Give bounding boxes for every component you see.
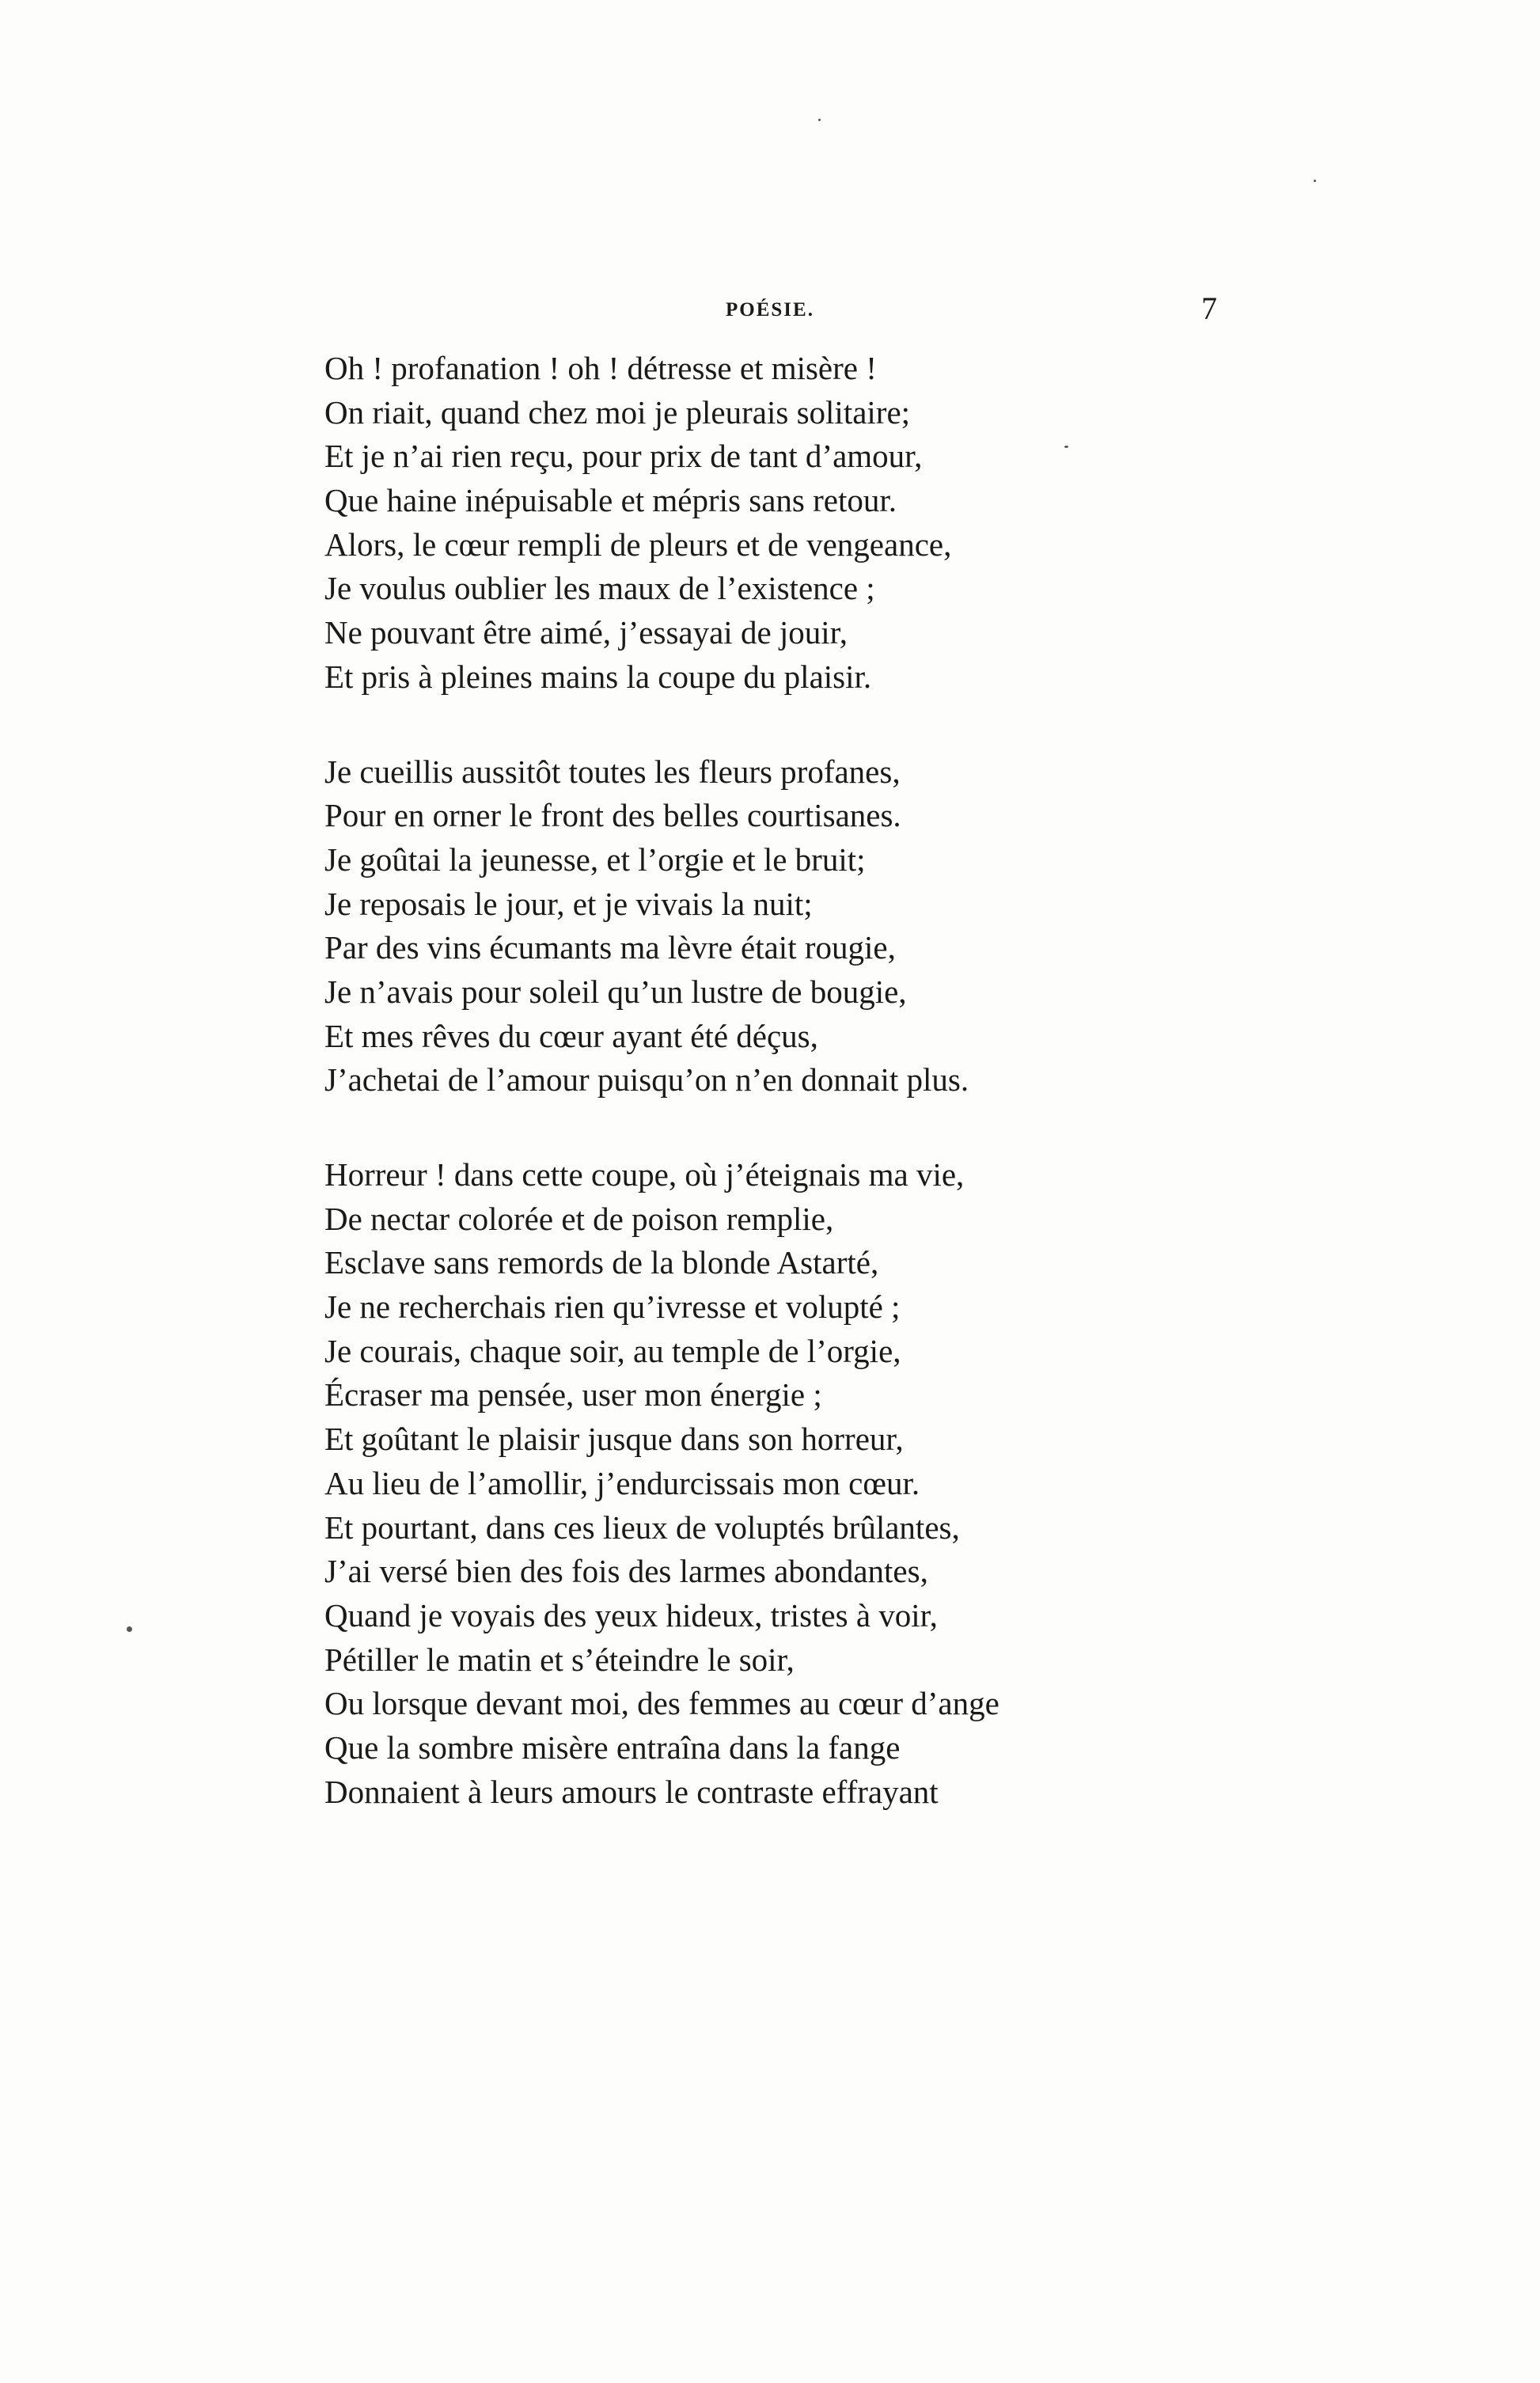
verse-line: De nectar colorée et de poison remplie, (324, 1200, 834, 1237)
verse-line: J’ai versé bien des fois des larmes abondantes, (324, 1553, 928, 1590)
verse-line: On riait, quand chez moi je pleurais solitaire; (324, 393, 911, 431)
verse-line: Horreur ! dans cette coupe, où j’éteignais ma vie, (324, 1156, 965, 1193)
verse-line: Et je n’ai rien reçu, pour prix de tant d’amour, (324, 438, 923, 475)
verse-line: J’achetai de l’amour puisqu’on n’en donnait plus. (324, 1061, 969, 1099)
running-title: POÉSIE. (726, 299, 814, 321)
scan-speck (1064, 446, 1068, 448)
verse-line: Alors, le cœur rempli de pleurs et de vengeance, (324, 526, 952, 563)
verse-line: Je reposais le jour, et je vivais la nuit; (324, 885, 813, 922)
verse-line: Je voulus oublier les maux de l’existence ; (324, 570, 875, 607)
verse-line: Esclave sans remords de la blonde Astarté, (324, 1244, 879, 1281)
verse-line: Que haine inépuisable et mépris sans retour. (324, 482, 897, 519)
verse-line: Et pourtant, dans ces lieux de voluptés brûlantes, (324, 1508, 960, 1546)
verse-line: Je courais, chaque soir, au temple de l’orgie, (324, 1332, 901, 1369)
scan-speck (818, 119, 821, 121)
verse-line: Je goûtai la jeunesse, et l’orgie et le bruit; (324, 841, 866, 878)
verse-line: Je n’avais pour soleil qu’un lustre de bougie, (324, 973, 907, 1010)
scan-speck (1314, 180, 1316, 182)
verse-line: Au lieu de l’amollir, j’endurcissais mon cœur. (324, 1464, 920, 1501)
verse-line: Et goûtant le plaisir jusque dans son horreur, (324, 1421, 904, 1458)
verse-line: Pour en orner le front des belles courtisanes. (324, 797, 901, 834)
stanza-2 (324, 750, 1195, 1103)
verse-line: Et mes rêves du cœur ayant été déçus, (324, 1017, 818, 1054)
verse-line: Ou lorsque devant moi, des femmes au cœur d’ange (324, 1685, 999, 1722)
verse-line: Et pris à pleines mains la coupe du plaisir. (324, 658, 872, 695)
poem-body (324, 347, 1195, 1865)
verse-line: Ne pouvant être aimé, j’essayai de jouir, (324, 614, 848, 651)
verse-line: Pétiller le matin et s’éteindre le soir, (324, 1641, 795, 1678)
verse-line: Donnaient à leurs amours le contraste effrayant (324, 1773, 939, 1810)
scan-speck (127, 1626, 132, 1632)
verse-line: Je ne recherchais rien qu’ivresse et volupté ; (324, 1288, 901, 1326)
verse-line: Je cueillis aussitôt toutes les fleurs profanes, (324, 753, 901, 790)
stanza-3 (324, 1153, 1195, 1814)
verse-line: Oh ! profanation ! oh ! détresse et misère ! (324, 350, 877, 386)
stanza-1 (324, 347, 1195, 700)
verse-line: Écraser ma pensée, user mon énergie ; (324, 1376, 822, 1413)
page-number: 7 (1201, 290, 1217, 326)
verse-line: Quand je voyais des yeux hideux, tristes à voir, (324, 1596, 938, 1634)
verse-line: Que la sombre misère entraîna dans la fange (324, 1728, 901, 1766)
verse-line: Par des vins écumants ma lèvre était rougie, (324, 929, 896, 966)
